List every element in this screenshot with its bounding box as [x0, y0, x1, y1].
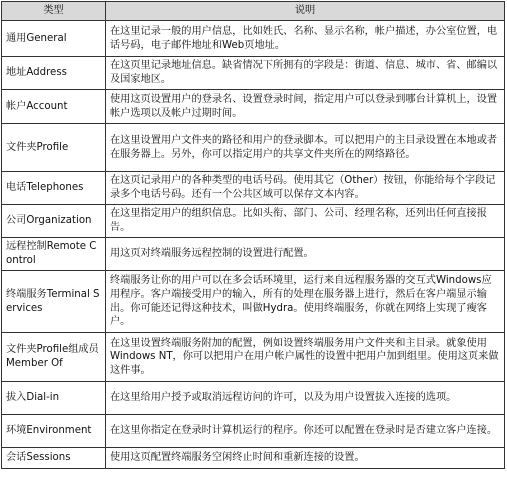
tab-name-cell: 电话Telephones	[2, 172, 106, 205]
tab-name-cell: 地址Address	[2, 57, 106, 90]
tab-description-cell: 使用这页设置用户的登录名、设置登录时间，指定用户可以登录到哪台计算机上，设置帐户选项以及帐户过期时间。	[106, 90, 505, 124]
tab-name-cell: 终端服务Terminal Services	[2, 271, 106, 333]
table-row	[2, 124, 505, 172]
tab-description-cell: 在这页里记录地址信息。缺省情况下所拥有的字段是：街道、信息、城市、省、邮编以及国家地区。	[106, 57, 505, 90]
table-header-row	[2, 2, 505, 21]
tab-name-cell: 拔入Dial-in	[2, 382, 106, 415]
tab-name-cell: 会话Sessions	[2, 448, 106, 469]
table-row	[2, 172, 505, 205]
table-row	[2, 448, 505, 469]
table-row	[2, 415, 505, 448]
tab-description-cell: 使用这页配置终端服务空闲终止时间和重新连接的设置。	[106, 448, 505, 469]
tab-description-cell: 在这里设置终端服务附加的配置，例如设置终端服务用户文件夹和主目录。就象使用 Windows NT，你可以把用户在用户帐户属性的设置中把用户加到组里。使用这页来做这件事。	[106, 333, 505, 382]
table-row	[2, 333, 505, 382]
tab-name-cell: 公司Organization	[2, 205, 106, 238]
table-row	[2, 205, 505, 238]
tab-name-cell: 环境Environment	[2, 415, 106, 448]
table-row	[2, 90, 505, 124]
tab-description-cell: 在这里你指定在登录时计算机运行的程序。你还可以配置在登录时是否建立客户连接。	[106, 415, 505, 448]
tab-description-cell: 用这页对终端服务远程控制的设置进行配置。	[106, 238, 505, 271]
table-row	[2, 271, 505, 333]
document-page	[0, 1, 507, 482]
tab-name-cell: 通用General	[2, 21, 106, 57]
table-row	[2, 238, 505, 271]
table-row	[2, 57, 505, 90]
column-header-type: 类型	[2, 2, 106, 21]
table-row	[2, 382, 505, 415]
tab-name-cell: 文件夹Profile组成员Member Of	[2, 333, 106, 382]
tab-description-cell: 在这页记录用户的各种类型的电话号码。使用其它（Other）按钮，你能给每个字段记录多个电话号码。还有一个公共区域可以保存文本内容。	[106, 172, 505, 205]
account-properties-table	[1, 1, 505, 469]
tab-name-cell: 文件夹Profile	[2, 124, 106, 172]
tab-description-cell: 终端服务让你的用户可以在多会话环境里，运行来自远程服务器的交互式Windows应用程序。客户端接受用户的输入，所有的处理在服务器上进行，然后在客户端显示输出。你可能还记得这种技术，叫做Hydra。使用终端服务，你就在网络上实现了瘦客户。	[106, 271, 505, 333]
tab-name-cell: 帐户Account	[2, 90, 106, 124]
column-header-description: 说明	[106, 2, 505, 21]
tab-name-cell: 远程控制Remote Control	[2, 238, 106, 271]
table-row	[2, 21, 505, 57]
tab-description-cell: 在这里给用户授予或取消远程访问的许可，以及为用户设置拔入连接的选项。	[106, 382, 505, 415]
tab-description-cell: 在这里记录一般的用户信息，比如姓氏、名称、显示名称，帐户描述，办公室位置，电话号码，电子邮件地址和Web页地址。	[106, 21, 505, 57]
tab-description-cell: 在这里设置用户文件夹的路径和用户的登录脚本。可以把用户的主目录设置在本地或者在服务器上。另外，你可以指定用户的共享文件夹所在的网络路径。	[106, 124, 505, 172]
tab-description-cell: 在这里指定用户的组织信息。比如头衔、部门、公司、经理名称，还列出任何直接报告。	[106, 205, 505, 238]
